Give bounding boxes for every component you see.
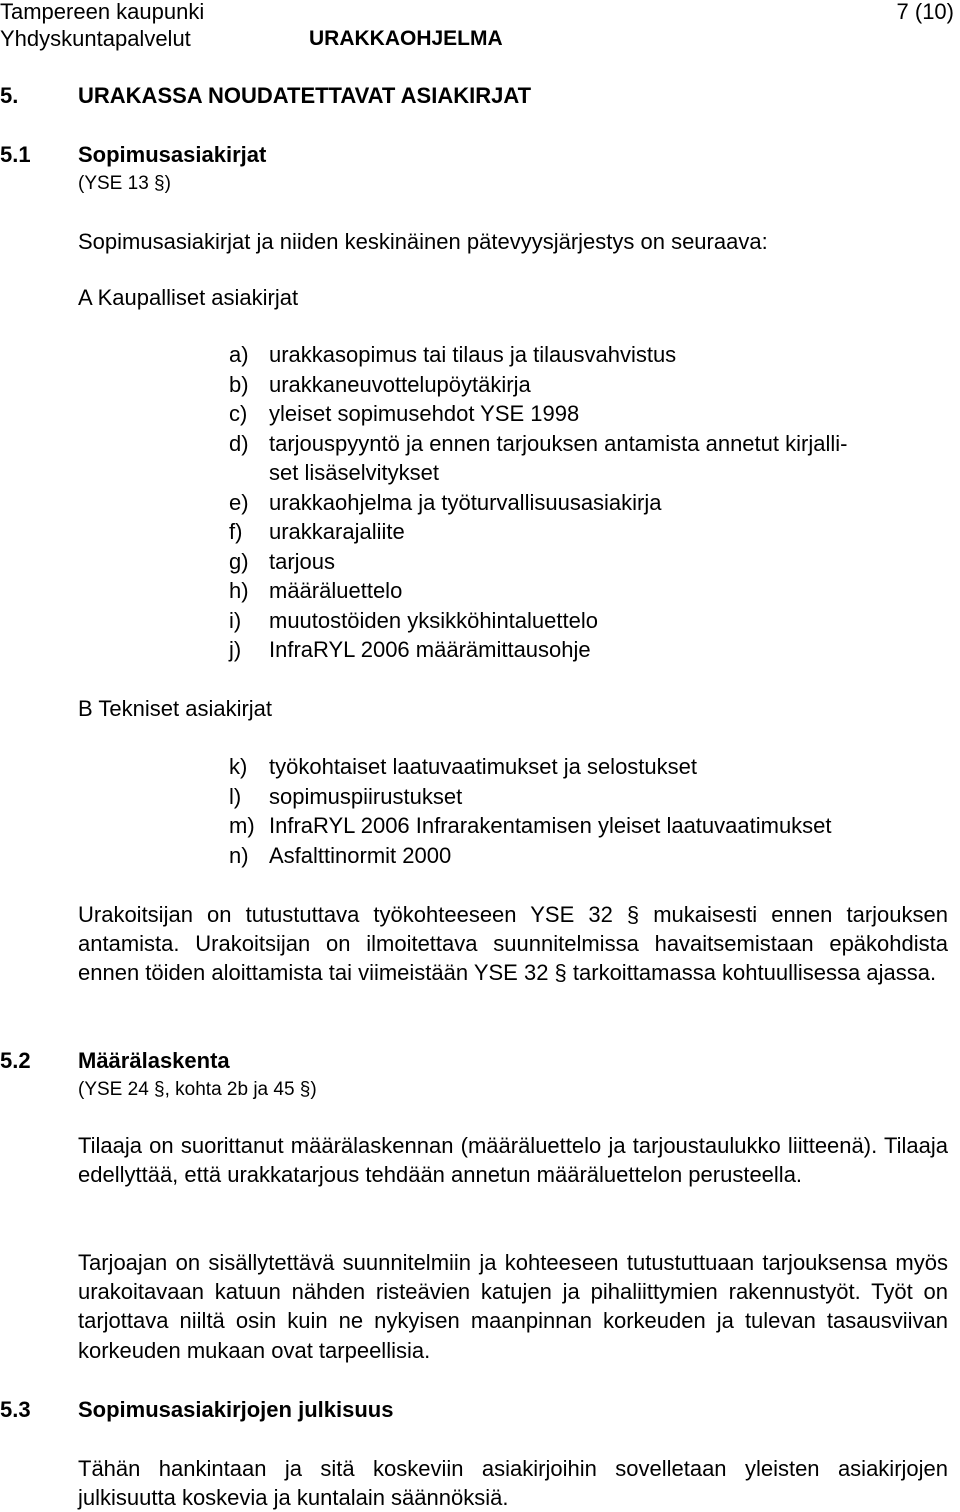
group-b-heading: B Tekniset asiakirjat bbox=[78, 696, 273, 721]
section-5-2-title: Määrälaskenta bbox=[78, 1048, 230, 1073]
list-item-text: InfraRYL 2006 määrämittausohje bbox=[269, 637, 591, 662]
list-item-text: InfraRYL 2006 Infrarakentamisen yleiset laatuvaatimukset bbox=[269, 813, 832, 838]
list-item-text: urakkarajaliite bbox=[269, 519, 405, 544]
list-item-text: urakkasopimus tai tilaus ja tilausvahvistus bbox=[269, 342, 677, 367]
list-item-label: n) bbox=[229, 843, 249, 868]
list-item-text: tarjouspyyntö ja ennen tarjouksen antamista annetut kirjalli- bbox=[269, 431, 848, 456]
list-item-text: yleiset sopimusehdot YSE 1998 bbox=[269, 401, 580, 426]
header-document-title: URAKKAOHJELMA bbox=[309, 27, 503, 50]
list-item-text: sopimuspiirustukset bbox=[269, 784, 463, 809]
list-item bbox=[229, 576, 944, 605]
header-page-number: 7 (10) bbox=[896, 0, 954, 24]
section-5-1-paragraph: Urakoitsijan on tutustuttava työkohteeseen YSE 32 § mukaisesti ennen tarjouksen antamista. Urakoitsijan on ilmoitettava suunnitelmissa havaitsemistaan epäkohdista ennen töiden aloittamista tai viimeistään YSE 32 § tarkoittamassa kohtuullisessa ajassa. bbox=[78, 902, 948, 986]
section-5-2-paragraph-1: Tilaaja on suorittanut määrälaskennan (määräluettelo ja tarjoustaulukko liitteenä). Tilaaja edellyttää, että urakkatarjous tehdään annetun määräluettelon perusteella. bbox=[78, 1133, 948, 1188]
list-item-label: d) bbox=[229, 431, 249, 456]
list-item bbox=[229, 606, 944, 635]
list-item-label: g) bbox=[229, 549, 249, 574]
header-department: Yhdyskuntapalvelut bbox=[0, 26, 191, 51]
header-organization: Tampereen kaupunki bbox=[0, 0, 205, 24]
section-5-3-paragraph: Tähän hankintaan ja sitä koskeviin asiakirjoihin sovelletaan yleisten asiakirjojen julkisuutta koskevia ja kuntalain säännöksiä. bbox=[78, 1456, 948, 1511]
list-item bbox=[229, 370, 944, 399]
list-item-text: määräluettelo bbox=[269, 578, 403, 603]
list-item-continuation: set lisäselvitykset bbox=[269, 460, 439, 485]
list-item bbox=[229, 547, 944, 576]
list-item bbox=[229, 841, 944, 870]
list-item bbox=[229, 811, 944, 840]
list-item bbox=[229, 340, 944, 369]
section-5-2-number: 5.2 bbox=[0, 1048, 31, 1073]
section-5-1-reference: (YSE 13 §) bbox=[78, 173, 171, 194]
list-item bbox=[229, 399, 944, 428]
list-item bbox=[229, 782, 944, 811]
list-item-label: f) bbox=[229, 519, 243, 544]
list-item bbox=[229, 635, 944, 664]
list-item-text: Asfalttinormit 2000 bbox=[269, 843, 452, 868]
list-item bbox=[229, 517, 944, 546]
list-item-label: b) bbox=[229, 372, 249, 397]
list-item-text: työkohtaiset laatuvaatimukset ja selostukset bbox=[269, 754, 698, 779]
list-item-label: l) bbox=[229, 784, 242, 809]
section-5-1-title: Sopimusasiakirjat bbox=[78, 142, 267, 167]
list-item-label: a) bbox=[229, 342, 249, 367]
list-item-label: e) bbox=[229, 490, 249, 515]
list-item-label: h) bbox=[229, 578, 249, 603]
list-item-text: urakkaneuvottelupöytäkirja bbox=[269, 372, 531, 397]
section-5-number: 5. bbox=[0, 83, 19, 108]
list-item-label: c) bbox=[229, 401, 248, 426]
list-item-text: urakkaohjelma ja työturvallisuusasiakirja bbox=[269, 490, 662, 515]
list-item-label: k) bbox=[229, 754, 248, 779]
section-5-1-number: 5.1 bbox=[0, 142, 31, 167]
list-item bbox=[229, 429, 944, 458]
list-item-text: muutostöiden yksikköhintaluettelo bbox=[269, 608, 598, 633]
section-5-title: URAKASSA NOUDATETTAVAT ASIAKIRJAT bbox=[78, 83, 532, 108]
list-item bbox=[229, 752, 944, 781]
list-item-label: j) bbox=[229, 637, 242, 662]
list-item-label: i) bbox=[229, 608, 242, 633]
group-a-heading: A Kaupalliset asiakirjat bbox=[78, 285, 299, 310]
section-5-2-paragraph-2: Tarjoajan on sisällytettävä suunnitelmiin ja kohteeseen tutustuttuaan tarjouksensa myös urakoitavaan katuun nähden risteävien katujen ja pihaliittymien rakennustyöt. Työt on tarjottava niiltä osin kuin ne nykyisen maanpinnan korkeuden ja tulevan tasausviivan korkeuden mukaan ovat tarpeellisia. bbox=[78, 1250, 948, 1363]
list-item-text: tarjous bbox=[269, 549, 336, 574]
list-item-label: m) bbox=[229, 813, 255, 838]
section-5-3-title: Sopimusasiakirjojen julkisuus bbox=[78, 1397, 394, 1422]
section-5-2-reference: (YSE 24 §, kohta 2b ja 45 §) bbox=[78, 1079, 317, 1100]
list-item bbox=[229, 488, 944, 517]
section-5-1-intro: Sopimusasiakirjat ja niiden keskinäinen pätevyysjärjestys on seuraava: bbox=[78, 229, 768, 254]
section-5-3-number: 5.3 bbox=[0, 1397, 31, 1422]
